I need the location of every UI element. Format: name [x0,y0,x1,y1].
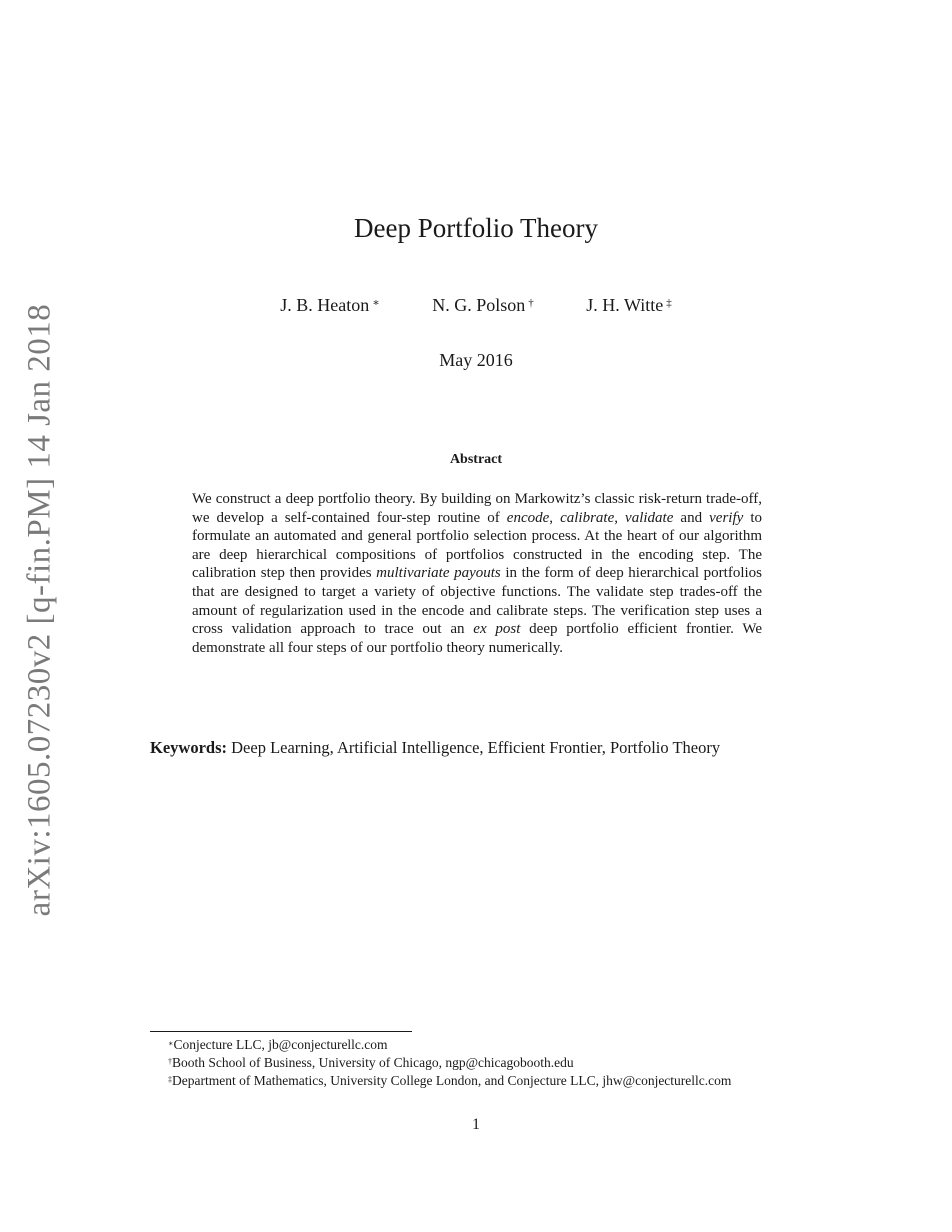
author-footnote-mark: ‡ [666,297,672,309]
abstract-text: to formulate an automated and general portfolio selection process. At the heart of our algorithm are deep hierarchical compositions of portfolios constructed in the encoding step. The calibration step then provides [192,509,763,582]
arxiv-side-stamp: arXiv:1605.07230v2 [q-fin.PM] 14 Jan 2018 [21,303,58,917]
abstract-text: , [614,509,626,526]
abstract-text: We construct a deep portfolio theory. By building on Markowitz’s classic risk-return trade-off, we develop a self-contained four-step routine of [192,491,762,526]
author-name: J. B. Heaton [280,295,370,315]
footnote-text: Department of Mathematics, University College London, and Conjecture LLC, jhw@conjecturellc.com [172,1073,732,1088]
keywords-text: Deep Learning, Artificial Intelligence, Efficient Frontier, Portfolio Theory [231,738,721,757]
keywords-label: Keywords: [150,738,227,757]
author-name: J. H. Witte [586,295,664,315]
author-1 [280,292,379,318]
abstract-text: and [673,509,710,526]
footnote-2 [168,1054,868,1072]
author-footnote-mark: ∗ [372,297,380,309]
author-3 [586,292,671,318]
author-footnote-mark: † [528,297,534,309]
footnote-mark: ‡ [168,1075,172,1084]
abstract-emphasis: ex post [473,621,521,638]
footnote-mark: † [168,1057,172,1066]
footnote-text: Conjecture LLC, jb@conjecturellc.com [173,1037,388,1052]
paper-date: May 2016 [439,350,513,370]
author-list [0,292,952,318]
author-name: N. G. Polson [432,295,526,315]
footnote-1 [168,1036,868,1054]
footnote-3 [168,1072,868,1090]
abstract-emphasis: encode [506,509,550,526]
paper-title: Deep Portfolio Theory [354,213,598,243]
footnotes [168,1036,868,1090]
abstract-emphasis: calibrate [560,509,615,526]
abstract-heading: Abstract [449,452,503,467]
abstract-emphasis: verify [709,509,744,526]
abstract-text: deep portfolio efficient frontier. We demonstrate all four steps of our portfolio theory numerically. [192,621,762,656]
keywords-line [150,736,810,760]
author-2 [432,292,534,318]
abstract-text: in the form of deep hierarchical portfolios that are designed to target a variety of objective functions. The validate step trades-off the amount of regularization used in the encode and calibrate steps. The verification step uses a cross validation approach to trace out an [192,565,762,638]
page-number: 1 [472,1116,480,1133]
footnote-rule [150,1031,412,1032]
abstract-body [192,490,762,657]
abstract-emphasis: multivariate payouts [376,565,501,582]
abstract-emphasis: validate [625,509,674,526]
footnote-text: Booth School of Business, University of Chicago, ngp@chicagobooth.edu [172,1055,574,1070]
footnote-mark: ∗ [168,1039,174,1048]
abstract-text: , [549,509,561,526]
